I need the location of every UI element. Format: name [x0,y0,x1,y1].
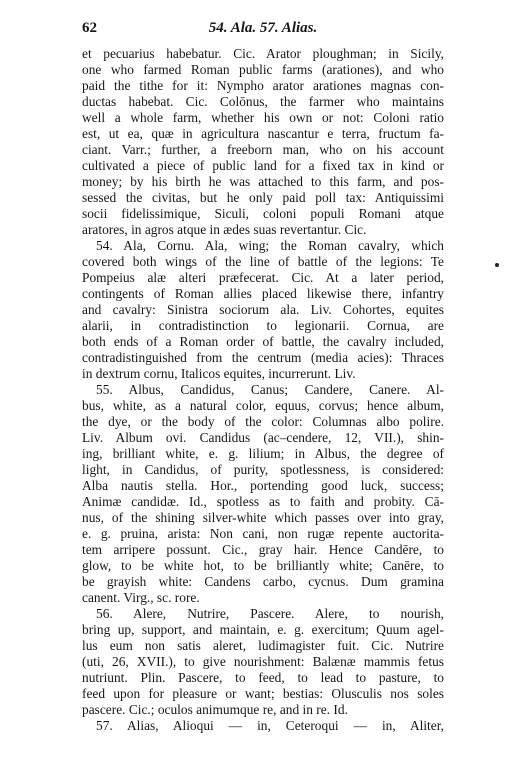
text-line: alarii, in contradistinction to legionarii. Cornua, are [82,318,444,333]
text-line: Animæ candidæ. Id., spotless as to faith and probity. Cā- [82,494,444,509]
text-line: 55. Albus, Candidus, Canus; Candere, Canere. Al- [96,382,444,397]
text-line: Pompeius alæ alteri præfecerat. Cic. At a later period, [82,270,444,285]
text-line: bus, white, as a natural color, equus, corvus; hence album, [82,398,444,413]
text-line: (uti, 26, XVII.), to give nourishment: Balænæ mammis fetus [82,654,444,669]
text-line: ing, brilliant white, e. g. lilium; in Albus, the degree of [82,446,444,461]
text-line: ductas habebat. Cic. Colōnus, the farmer who maintains [82,94,444,109]
text-line: socii fidelissimique, Siculi, coloni populi Romani atque [82,206,444,221]
text-line: money; by his birth he was attached to this farm, and pos- [82,174,444,189]
text-line: light, in Candidus, of purity, spotlessness, is considered: [82,462,444,477]
text-line: the dye, or the body of the color: Columnas albo polire. [82,414,444,429]
text-line: ciant. Varr.; further, a freeborn man, who on his account [82,142,444,157]
text-line: 57. Alias, Alioqui — in, Ceteroqui — in, Aliter, [96,718,444,733]
text-line: nutriunt. Plin. Pascere, to feed, to lead to pasture, to [82,670,444,685]
margin-mark [495,263,499,267]
text-line: 56. Alere, Nutrire, Pascere. Alere, to nourish, [96,606,444,621]
text-line: contradistinguished from the centrum (media acies): Thraces [82,350,444,365]
text-line: contingents of Roman allies placed likewise there, infantry [82,286,444,301]
text-line: lus eum non satis aleret, ludimagister fuit. Cic. Nutrire [82,638,444,653]
text-line: cultivated a piece of public land for a fixed tax in kind or [82,158,444,173]
text-line: glow, to be white hot, to be brilliantly white; Canēre, to [82,558,444,573]
text-line: well a whole farm, whether his own or not: Coloni ratio [82,110,444,125]
text-line: covered both wings of the line of battle of the legions: Te [82,254,444,269]
text-line: et pecuarius habebatur. Cic. Arator ploughman; in Sicily, [82,46,444,61]
page-number: 62 [82,20,97,36]
text-line: tem arripere possunt. Cic., gray hair. Hence Candēre, to [82,542,444,557]
text-line: both ends of a Roman order of battle, the cavalry included, [82,334,444,349]
text-line: canent. Virg., sc. rore. [82,590,200,605]
text-line: be grayish white: Candens carbo, cycnus. Dum gramina [82,574,444,589]
text-line: Liv. Album ovi. Candidus (ac–cendere, 12, VII.), shin- [82,430,444,445]
text-line: 54. Ala, Cornu. Ala, wing; the Roman cavalry, which [96,238,444,253]
body-text [82,46,444,734]
text-line: e. g. pruina, arista: Non cani, non rugæ repente auctorita- [82,526,444,541]
text-line: and cavalry: Sinistra sociorum ala. Liv. Cohortes, equites [82,302,444,317]
text-line: in dextrum cornu, Italicos equites, incurrerunt. Liv. [82,366,356,381]
running-head: 54. Ala. 57. Alias. [208,20,318,36]
text-line: est, ut ea, quæ in agricultura nascantur e terra, fructum fa- [82,126,444,141]
text-line: feed upon for pleasure or want; bestias: Olusculis nos soles [82,686,444,701]
text-line: sessed the civitas, but he only paid poll tax: Antiquissimi [82,190,444,205]
text-line: Alba nautis stella. Hor., portending good luck, success; [82,478,444,493]
text-line: paid the tithe for it: Nympho arator arationes magnas con- [82,78,444,93]
text-line: bring up, support, and maintain, e. g. exercitum; Quum agel- [82,622,444,637]
text-line: one who farmed Roman public farms (arationes), and who [82,62,444,77]
text-line: pascere. Cic.; oculos animumque re, and in re. Id. [82,702,348,717]
text-line: aratores, in agros atque in ædes suas revertantur. Cic. [82,222,367,237]
page-header [82,20,444,38]
text-line: nus, of the shining silver-white which passes over into gray, [82,510,444,525]
